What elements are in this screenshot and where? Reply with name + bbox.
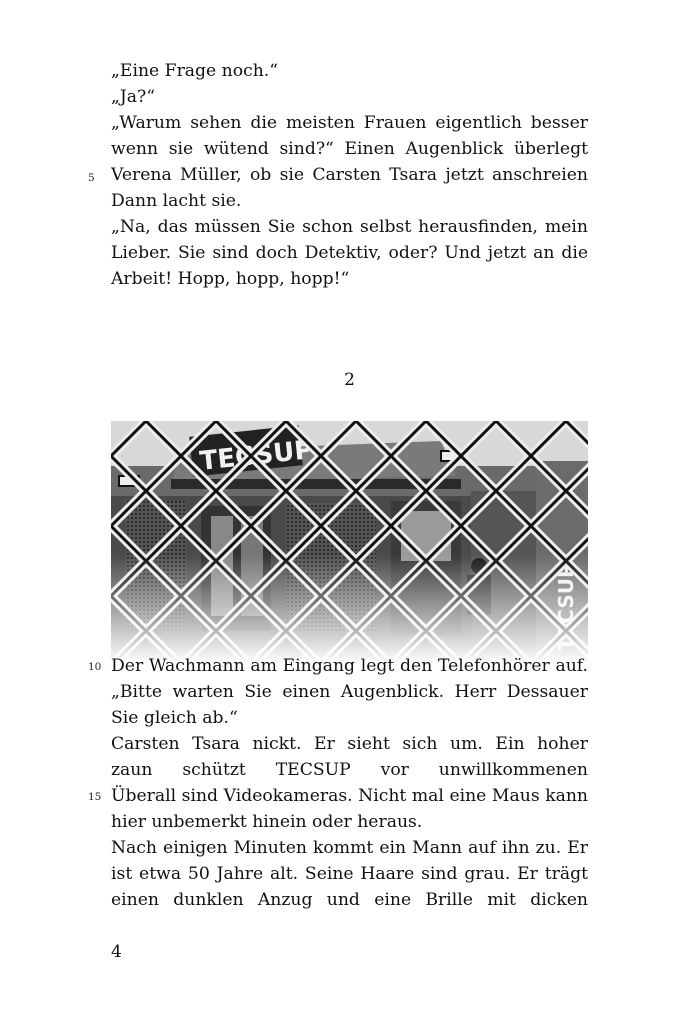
text-line: Überall sind Videokameras. Nicht mal eine Maus kann (111, 786, 588, 806)
text-line: „Bitte warten Sie einen Augenblick. Herr Dessauer (111, 682, 588, 702)
text-line: hier unbemerkt hinein oder heraus. (111, 812, 423, 832)
text-line: Der Wachmann am Eingang legt den Telefonhörer auf. (111, 656, 588, 676)
text-line: Verena Müller, ob sie Carsten Tsara jetzt anschreien (111, 165, 588, 185)
page-number: 4 (111, 942, 122, 962)
text-line: Dann lacht sie. (111, 191, 242, 211)
text-line: zaun schützt TECSUP vor unwillkommenen (111, 760, 588, 780)
text-line: wenn sie wütend sind?“ Einen Augenblick überlegt (111, 139, 588, 159)
text-line: ist etwa 50 Jahre alt. Seine Haare sind grau. Er trägt (111, 864, 588, 884)
text-line: Sie gleich ab.“ (111, 708, 238, 728)
text-line: „Warum sehen die meisten Frauen eigentlich besser (111, 113, 588, 133)
text-line: einen dunklen Anzug und eine Brille mit dicken (111, 890, 588, 910)
text-line: „Eine Frage noch.“ (111, 61, 279, 81)
line-number-15: 15 (88, 791, 102, 803)
text-passage-top (111, 58, 588, 292)
chapter-number: 2 (344, 370, 355, 390)
text-line: „Na, das müssen Sie schon selbst herausfinden, mein (111, 217, 588, 237)
line-number-5: 5 (88, 172, 95, 184)
illustration-fence-building (111, 421, 588, 664)
text-line: Carsten Tsara nickt. Er sieht sich um. Ein hoher (111, 734, 588, 754)
line-number-10: 10 (88, 661, 102, 673)
text-passage-bottom (111, 653, 588, 913)
text-line: Lieber. Sie sind doch Detektiv, oder? Und jetzt an die (111, 243, 588, 263)
text-line: Nach einigen Minuten kommt ein Mann auf ihn zu. Er (111, 838, 588, 858)
text-line: Arbeit! Hopp, hopp, hopp!“ (111, 269, 350, 289)
text-line: „Ja?“ (111, 87, 156, 107)
